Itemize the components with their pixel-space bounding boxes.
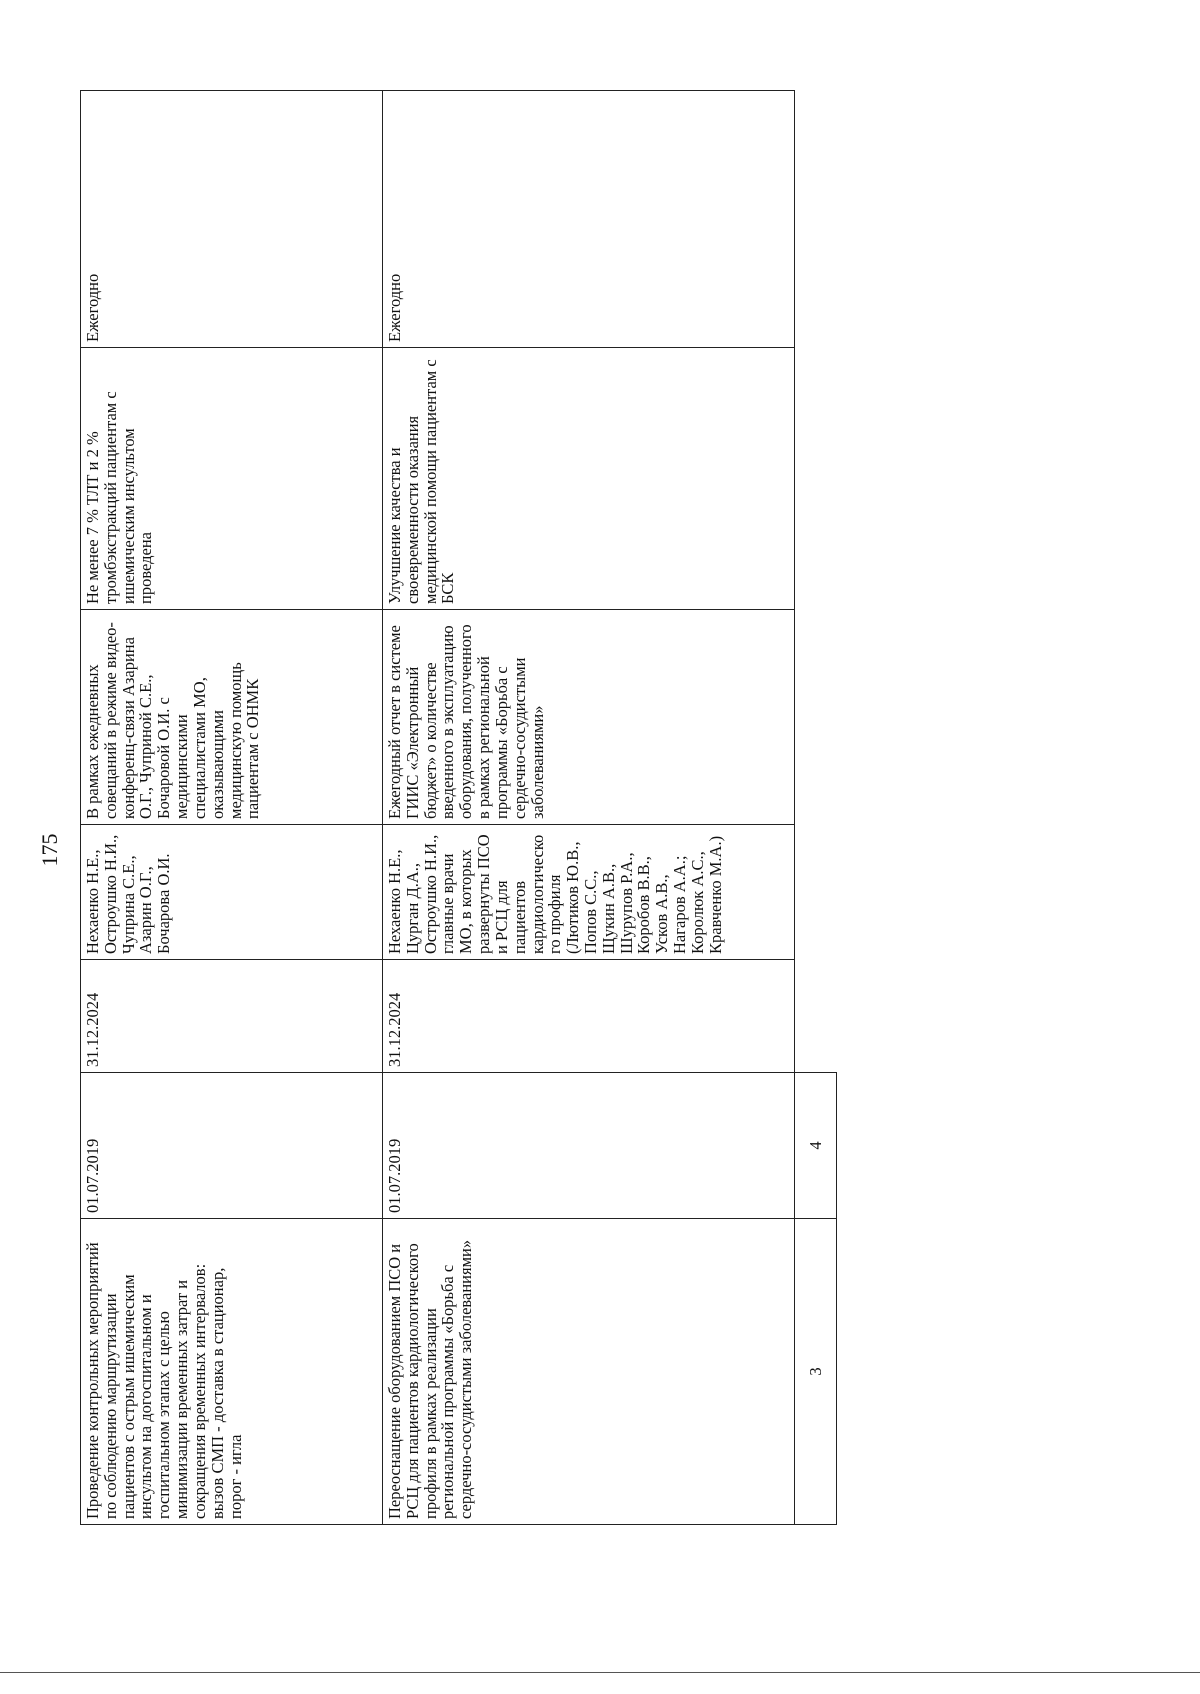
result-cell: Улучшение качества и своевременности оказания медицинской помощи пациентам с БСК	[383, 348, 795, 610]
responsible-cell: Нехаенко Н.Е., Остроушко Н.И., Чуприна С.Е., Азарин О.Г., Бочарова О.И.	[81, 825, 383, 960]
row-number-cell: 3	[795, 1219, 837, 1525]
end-date-cell: 31.12.2024	[81, 960, 383, 1073]
row-number-cell: 4	[795, 1073, 837, 1219]
event-cell: Проведение контрольных мероприятий по соблюдению маршрутизации пациентов с острым ишемическим инсультом на догоспитальном и госпитальном этапах с целью минимизации временных затрат и сокращения временных интервалов: вызов СМП - доставка в стационар, порог - игла	[81, 1219, 383, 1525]
rotated-table-wrapper	[80, 91, 836, 1525]
start-date-cell: 01.07.2019	[383, 1073, 795, 1219]
start-date-cell: 01.07.2019	[81, 1073, 383, 1219]
page-bottom-rule	[0, 1672, 1200, 1673]
empty-cell	[795, 91, 837, 1073]
page-number: 175	[37, 833, 62, 867]
activities-table	[80, 90, 837, 1525]
end-date-cell: 31.12.2024	[383, 960, 795, 1073]
description-cell: Ежегодный отчет в системе ГИИС «Электронный бюджет» о количестве введенного в эксплуатацию оборудования, полученного в рамках региональной программы «Борьба с сердечно-сосудистыми заболеваниями»	[383, 610, 795, 825]
row-number-strip	[795, 91, 837, 1525]
table-row	[81, 91, 383, 1525]
responsible-cell: Нехаенко Н.Е., Цурган Д.А., Остроушко Н.И., главные врачи МО, в которых развернуты ПСО и РСЦ для пациентов кардиологического профиля (Лютиков Ю.В., Попов С.С., Щукин А.В., Шурупов Р.А., Коробов В.В., Усков А.В., Нагаров А.А.; Королюк А.С., Кравченко М.А.)	[383, 825, 795, 960]
table-row	[383, 91, 795, 1525]
frequency-cell: Ежегодно	[81, 91, 383, 348]
description-cell: В рамках ежедневных совещаний в режиме видео-конференц-связи Азарина О.Г., Чуприной С.Е., Бочаровой О.И. с медицинскими специалистами МО, оказывающими медицинскую помощь пациентам с ОНМК	[81, 610, 383, 825]
frequency-cell: Ежегодно	[383, 91, 795, 348]
event-cell: Переоснащение оборудованием ПСО и РСЦ для пациентов кардиологического профиля в рамках реализации региональной программы «Борьба с сердечно-сосудистыми заболеваниями»	[383, 1219, 795, 1525]
result-cell: Не менее 7 % ТЛТ и 2 % тромбэкстракций пациентам с ишемическим инсультом проведена	[81, 348, 383, 610]
